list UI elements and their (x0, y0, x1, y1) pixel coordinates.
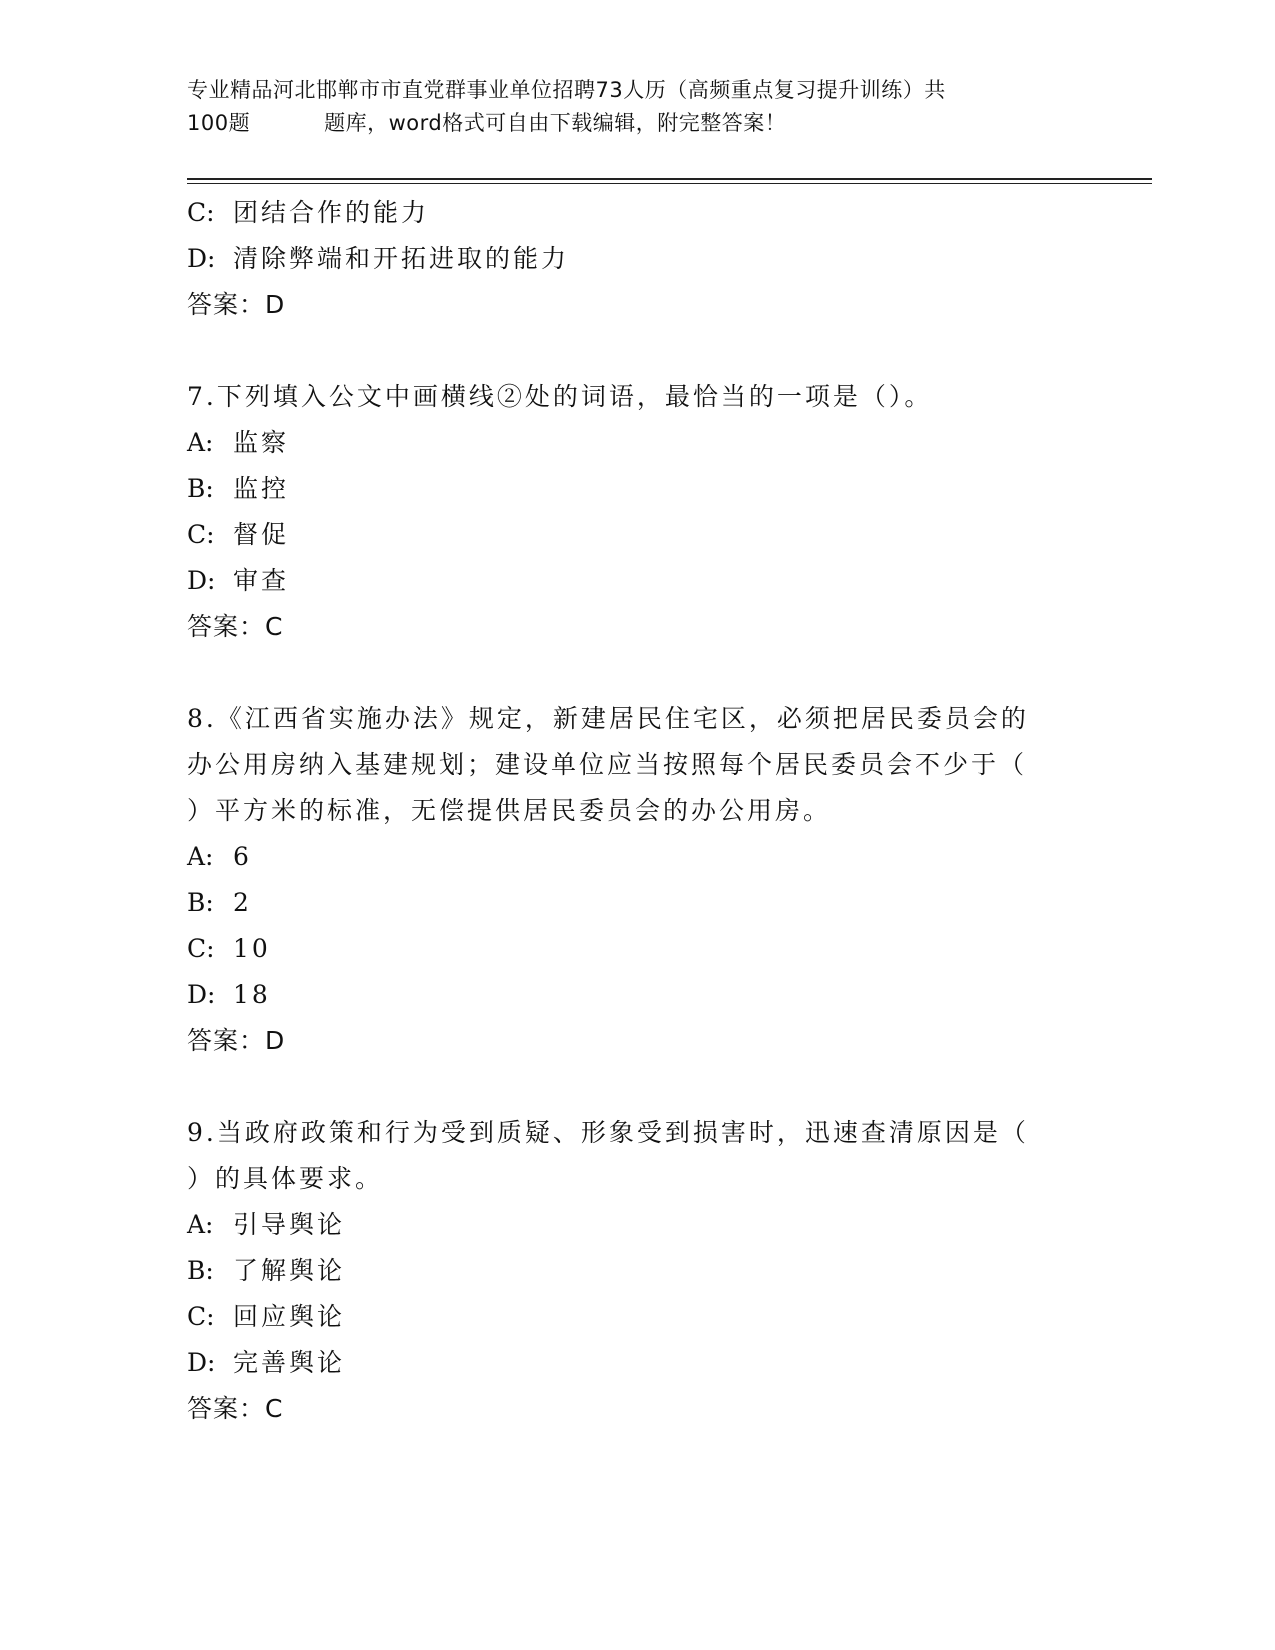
option-label: B: (187, 888, 214, 917)
option-label: B: (187, 1256, 214, 1285)
header-divider-thick (187, 178, 1152, 180)
question-stem: 7.下列填入公文中画横线②处的词语，最恰当的一项是（）。 (187, 382, 933, 411)
option-label: A: (187, 842, 214, 871)
option-label: A: (187, 428, 214, 457)
option-text: 团结合作的能力 (233, 198, 430, 227)
option-a (187, 420, 1067, 466)
question-stem-line2: ）的具体要求。 (187, 1164, 384, 1193)
option-c (187, 926, 1067, 972)
option-text: 清除弊端和开拓进取的能力 (233, 244, 570, 273)
option-text: 监察 (233, 428, 290, 457)
document-header (187, 74, 1087, 140)
option-d (187, 972, 1067, 1018)
option-d (187, 1340, 1067, 1386)
option-a (187, 1202, 1067, 1248)
question-list (187, 190, 1067, 1432)
option-text: 引导舆论 (233, 1210, 346, 1239)
answer-line: 答案：C (187, 612, 284, 641)
question-stem-line3: ）平方米的标准，无偿提供居民委员会的办公用房。 (187, 796, 832, 825)
header-question-count: 100题 (187, 111, 251, 135)
option-c (187, 512, 1067, 558)
answer-line: 答案：D (187, 290, 286, 319)
option-b (187, 466, 1067, 512)
option-text: 10 (233, 934, 271, 963)
option-label: D: (187, 980, 216, 1009)
header-title-line2 (187, 107, 1087, 140)
question-stem-line1: 8.《江西省实施办法》规定，新建居民住宅区，必须把居民委员会的 (187, 704, 1029, 733)
option-text: 回应舆论 (233, 1302, 346, 1331)
option-text: 2 (233, 888, 252, 917)
option-text: 督促 (233, 520, 290, 549)
option-d (187, 558, 1067, 604)
header-divider-thin (187, 183, 1152, 184)
option-label: D: (187, 566, 216, 595)
header-description: 题库，word格式可自由下载编辑，附完整答案！ (324, 111, 787, 135)
option-b (187, 880, 1067, 926)
option-label: B: (187, 474, 214, 503)
option-label: C: (187, 520, 215, 549)
header-title-line1: 专业精品河北邯郸市市直党群事业单位招聘73人历（高频重点复习提升训练）共 (187, 78, 946, 102)
question-stem-line2: 办公用房纳入基建规划；建设单位应当按照每个居民委员会不少于（ (187, 750, 1028, 779)
option-label: A: (187, 1210, 214, 1239)
answer-line: 答案：C (187, 1394, 284, 1423)
option-c (187, 190, 1067, 236)
option-label: C: (187, 198, 215, 227)
question-block-9 (187, 1110, 1067, 1432)
option-text: 监控 (233, 474, 290, 503)
question-block-7 (187, 374, 1067, 650)
option-a (187, 834, 1067, 880)
option-text: 6 (233, 842, 252, 871)
question-stem-line1: 9.当政府政策和行为受到质疑、形象受到损害时，迅速查清原因是（ (187, 1118, 1029, 1147)
option-label: D: (187, 1348, 216, 1377)
option-c (187, 1294, 1067, 1340)
question-block-prev (187, 190, 1067, 328)
option-b (187, 1248, 1067, 1294)
option-d (187, 236, 1067, 282)
option-text: 审查 (233, 566, 290, 595)
option-text: 完善舆论 (233, 1348, 346, 1377)
option-text: 18 (233, 980, 271, 1009)
answer-line: 答案：D (187, 1026, 286, 1055)
question-block-8 (187, 696, 1067, 1064)
option-text: 了解舆论 (233, 1256, 346, 1285)
option-label: D: (187, 244, 216, 273)
option-label: C: (187, 934, 215, 963)
option-label: C: (187, 1302, 215, 1331)
